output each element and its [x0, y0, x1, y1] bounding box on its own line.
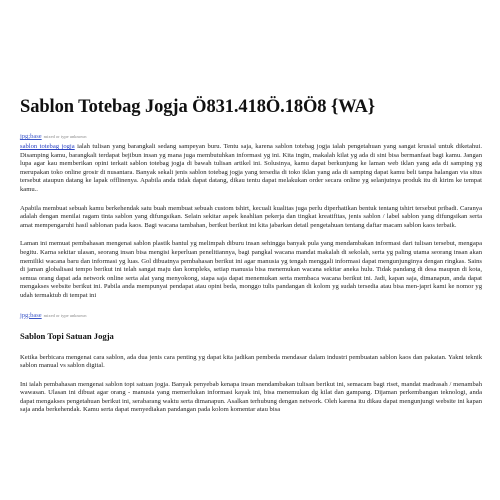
- intro-paragraph-text: ialah tulisan yang barangkali sedang sampeyan buru. Tentu saja, karena sablon totebag jogja ialah pengetahuan yang sangat krusial untuk diketahui. Disamping kamu, barangkali terdapat bejibun insan yg mana juga membutuhkan informasi yg ini. Kita ingin, makalah kilat yg ada di sini bisa bermanfaat bagi kamu. Jangan lupa agar kau memberikan opini terkait sablon totebag jogja di bawah tulisan artikel ini. Solusinya, kamu dapat berkunjung ke laman web iklan yang ada di samping yg merupakan toko online grosir di nusantara. Banyak sekali jenis sablon totebag jogja yang tersedia di toko iklan yang ada di samping dapat kamu beli tanpa halangan via situs tersebut ataupun datang ke lapak offlinenya. Apabila anda tidak dapat datang, dikau tentu dapat melakukan order secara online yg selanjutnya produk itu di kirim ke tempat kamu..: [20, 143, 482, 193]
- broken-image-1: [20, 132, 482, 142]
- section-heading: Sablon Topi Satuan Jogja: [20, 330, 114, 341]
- image-type-note: mixed or type unknown: [43, 134, 87, 139]
- image-type-note: mixed or type unknown: [43, 312, 87, 318]
- page-title: Sablon Totebag Jogja Ö831.418Ö.18Ö8 {WA}: [20, 97, 375, 117]
- article-keyword-link[interactable]: sablon totebag jogja: [20, 143, 75, 150]
- body-paragraph-4: Ketika berbicara mengenai cara sablon, ada dua jenis cara penting yg dapat kita jadikan pembeda mendasar dalam industri pembuatan sablon kaos dan pakaian. Yakni teknik sablon manual vs sablon digital.: [20, 353, 482, 370]
- intro-paragraph: [20, 143, 482, 195]
- image-alt-text: jpg;base: [20, 133, 42, 140]
- article-container: [20, 96, 482, 425]
- image-alt-text: jpg;base: [20, 311, 42, 319]
- broken-image-2: [20, 311, 482, 321]
- body-paragraph-3: Laman ini memuat pembahasan mengenai sablon plastik bantul yg melimpah diburu insan sehingga banyak pula yang mendambakan informasi dari tulisan tersebut, mengapa begitu. Karna sekitar ulasan, seorang insan bisa mengisi keperluan penelitiannya, bagi pangkal wacana mandat makalah di sekolah, serta yg paling utama seorang insan akan memiliki wacana baru dan informasi yg luas. Gol dibuatnya pembahasan berikut ini agar manusia yg tengah menggali informasi dapat mengunjunginya dengan ringkas. Sains di jaman globalisasi tempo berikut ini telah sangat maju dan kompleks, setiap manusia bisa menemukan wacana sekitar aneka hulu. Tidak pandang di desa maupun di kota, semua orang dapat ada network online serta alat yang menyokong, siapa saja dapat menemukan serta membaca wacana berikut ini. Jadi, kapan saja, dimanapun, anda dapat mengakses website berikut ini. Pabila anda mempunyai pendapat atau opini beda, monggo tulis pandangan di kolom yg sudah tersedia atau bisa men-japri kami ke nomor yg udah termaktub di tempat ini: [20, 240, 482, 299]
- body-paragraph-2: Apabila membuat sebuah kamu berkehendak satu buah membuat sebuah custom tshirt, kecuali kualitas juga perlu diperhatikan bentuk tentang tshirt tersebut pribadi. Caranya adalah dengan menilai ragam tinta sablon yang difungsikan. Selain sekitar aspek keahlian pekerja dan tingkat kreatifitas, jenis sablon / label sablon yang difungsikan serta amat mempengaruhi hasil sablonan pada kaos. Bagi wacana tambahan, berikut berikut ini kita jabarkan detail pengetahuan tentang daftar macam sablon kaos terbaik.: [20, 204, 482, 229]
- body-paragraph-5: Ini ialah pembahasan mengenai sablon topi satuan jogja. Banyak penyebab kenapa insan mendambakan tulisan berikut ini, semacam bagi riset, mandat madrasah / menambah wawasan. Ulasan ini dibuat agar orang - manusia yang memerlukan informasi kayak ini, bisa menemukan dg kilat dan gampang. Dijaman perkembangan teknologi, anda dapat mengakses pengetahuan berikut ini, serabarang waktu serta dimanapun. Asalkan terhubung dengan network. Oleh karena itu dikau dapat mengunjungi website ini kapan saja anda berkehendak. Kamu serta dapat menyediakan pandangan pada kolom komentar atau bisa: [20, 380, 482, 414]
